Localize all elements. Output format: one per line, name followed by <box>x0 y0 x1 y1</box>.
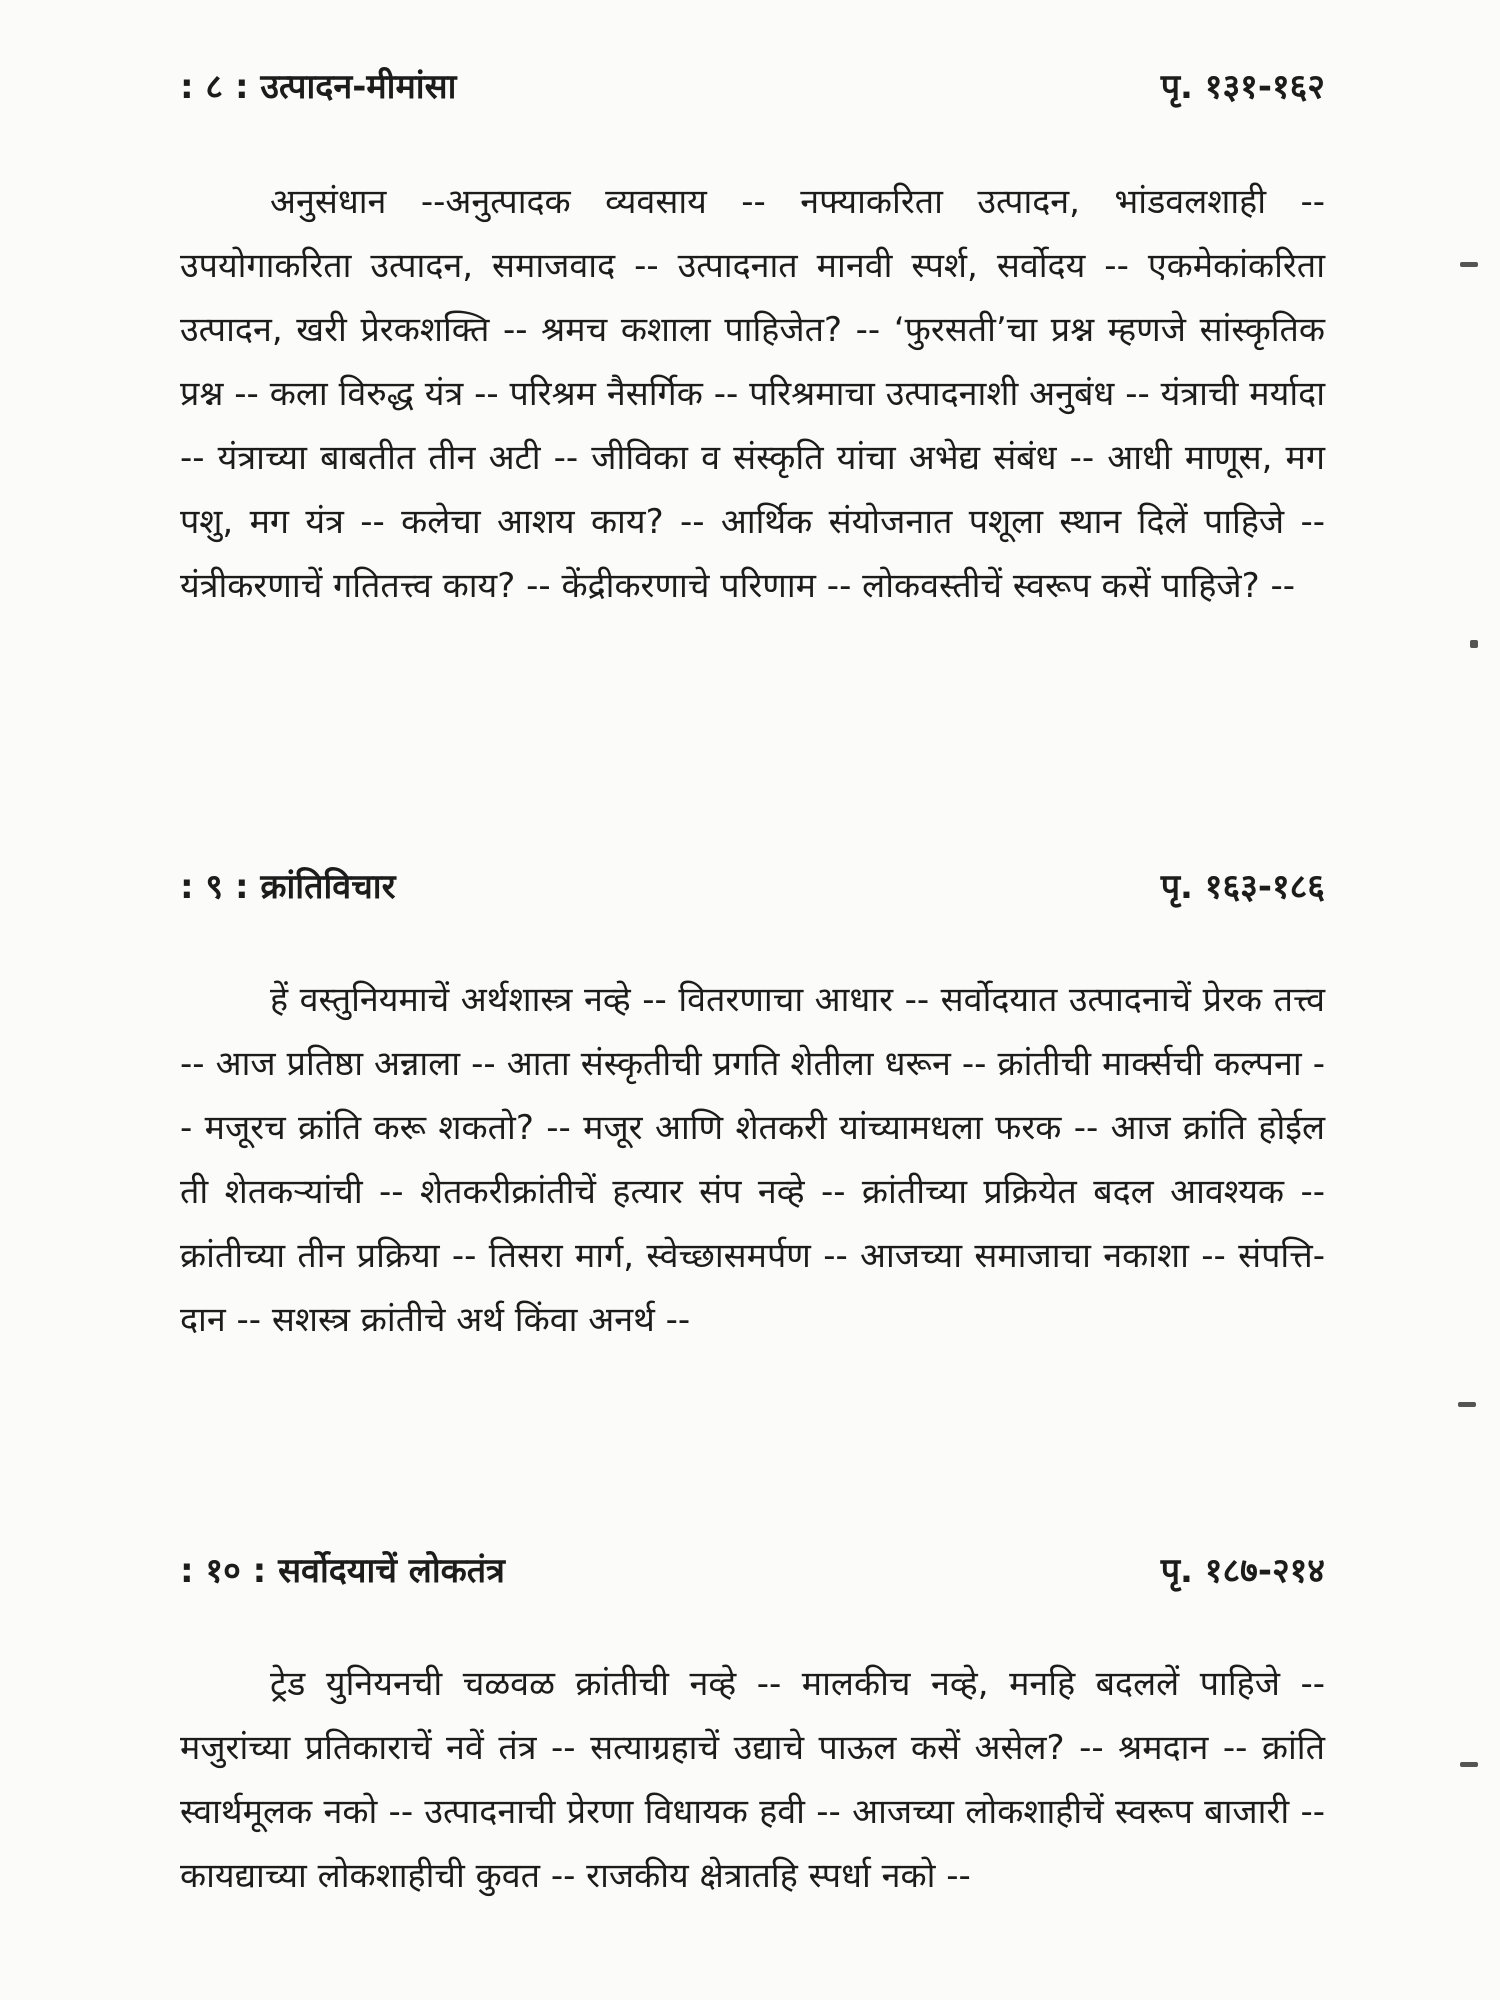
scan-edge-mark <box>1460 1762 1478 1767</box>
chapter-9-summary: हें वस्तुनियमाचें अर्थशास्त्र नव्हे -- वितरणाचा आधार -- सर्वोदयात उत्पादनाचें प्रेरक तत्त्व -- आज प्रतिष्ठा अन्नाला -- आता संस्कृतीची प्रगति शेतीला धरून -- क्रांतीची मार्क्सची कल्पना -- मजूरच क्रांति करू शकतो? -- मजूर आणि शेतकरी यांच्यामधला फरक -- आज क्रांति होईल ती शेतकऱ्यांची -- शेतकरीक्रांतीचें हत्यार संप नव्हे -- क्रांतीच्या प्रक्रियेत बदल आवश्यक -- क्रांतीच्या तीन प्रक्रिया -- तिसरा मार्ग, स्वेच्छासमर्पण -- आजच्या समाजाचा नकाशा -- संपत्ति-दान -- सशस्त्र क्रांतीचे अर्थ किंवा अनर्थ -- <box>180 980 1325 1340</box>
chapter-9-heading <box>180 862 1325 922</box>
chapter-10-title: : १० : सर्वोदयाचें लोकतंत्र <box>180 1551 505 1591</box>
chapter-10-summary: ट्रेड युनियनची चळवळ क्रांतीची नव्हे -- मालकीच नव्हे, मनहि बदललें पाहिजे -- मजुरांच्या प्रतिकाराचें नवें तंत्र -- सत्याग्रहाचें उद्याचे पाऊल कसें असेल? -- श्रमदान -- क्रांति स्वार्थमूलक नको -- उत्पादनाची प्रेरणा विधायक हवी -- आजच्या लोकशाहीचें स्वरूप बाजारी -- कायद्याच्या लोकशाहीची कुवत -- राजकीय क्षेत्रातहि स्पर्धा नको -- <box>180 1664 1325 1896</box>
chapter-9-page-range: पृ. १६३-१८६ <box>1160 867 1325 907</box>
chapter-8-page-range: पृ. १३१-१६२ <box>1160 67 1325 107</box>
scan-edge-mark <box>1460 262 1478 267</box>
chapter-9-title: : ९ : क्रांतिविचार <box>180 867 396 907</box>
scan-edge-mark <box>1470 640 1478 648</box>
chapter-10-heading <box>180 1546 1325 1606</box>
chapter-8-title: : ८ : उत्पादन-मीमांसा <box>180 67 457 107</box>
scan-edge-mark <box>1458 1402 1476 1407</box>
chapter-8-heading <box>180 62 1325 122</box>
chapter-8-summary: अनुसंधान --अनुत्पादक व्यवसाय -- नफ्याकरिता उत्पादन, भांडवलशाही -- उपयोगाकरिता उत्पादन, समाजवाद -- उत्पादनात मानवी स्पर्श, सर्वोदय -- एकमेकांकरिता उत्पादन, खरी प्रेरकशक्ति -- श्रमच कशाला पाहिजेत? -- ‘फुरसती’चा प्रश्न म्हणजे सांस्कृतिक प्रश्न -- कला विरुद्ध यंत्र -- परिश्रम नैसर्गिक -- परिश्रमाचा उत्पादनाशी अनुबंध -- यंत्राची मर्यादा -- यंत्राच्या बाबतीत तीन अटी -- जीविका व संस्कृति यांचा अभेद्य संबंध -- आधी माणूस, मग पशु, मग यंत्र -- कलेचा आशय काय? -- आर्थिक संयोजनात पशूला स्थान दिलें पाहिजे -- यंत्रीकरणाचें गतितत्त्व काय? -- केंद्रीकरणाचे परिणाम -- लोकवस्तीचें स्वरूप कसें पाहिजे? -- <box>180 182 1325 606</box>
chapter-10-page-range: पृ. १८७-२१४ <box>1160 1551 1325 1591</box>
